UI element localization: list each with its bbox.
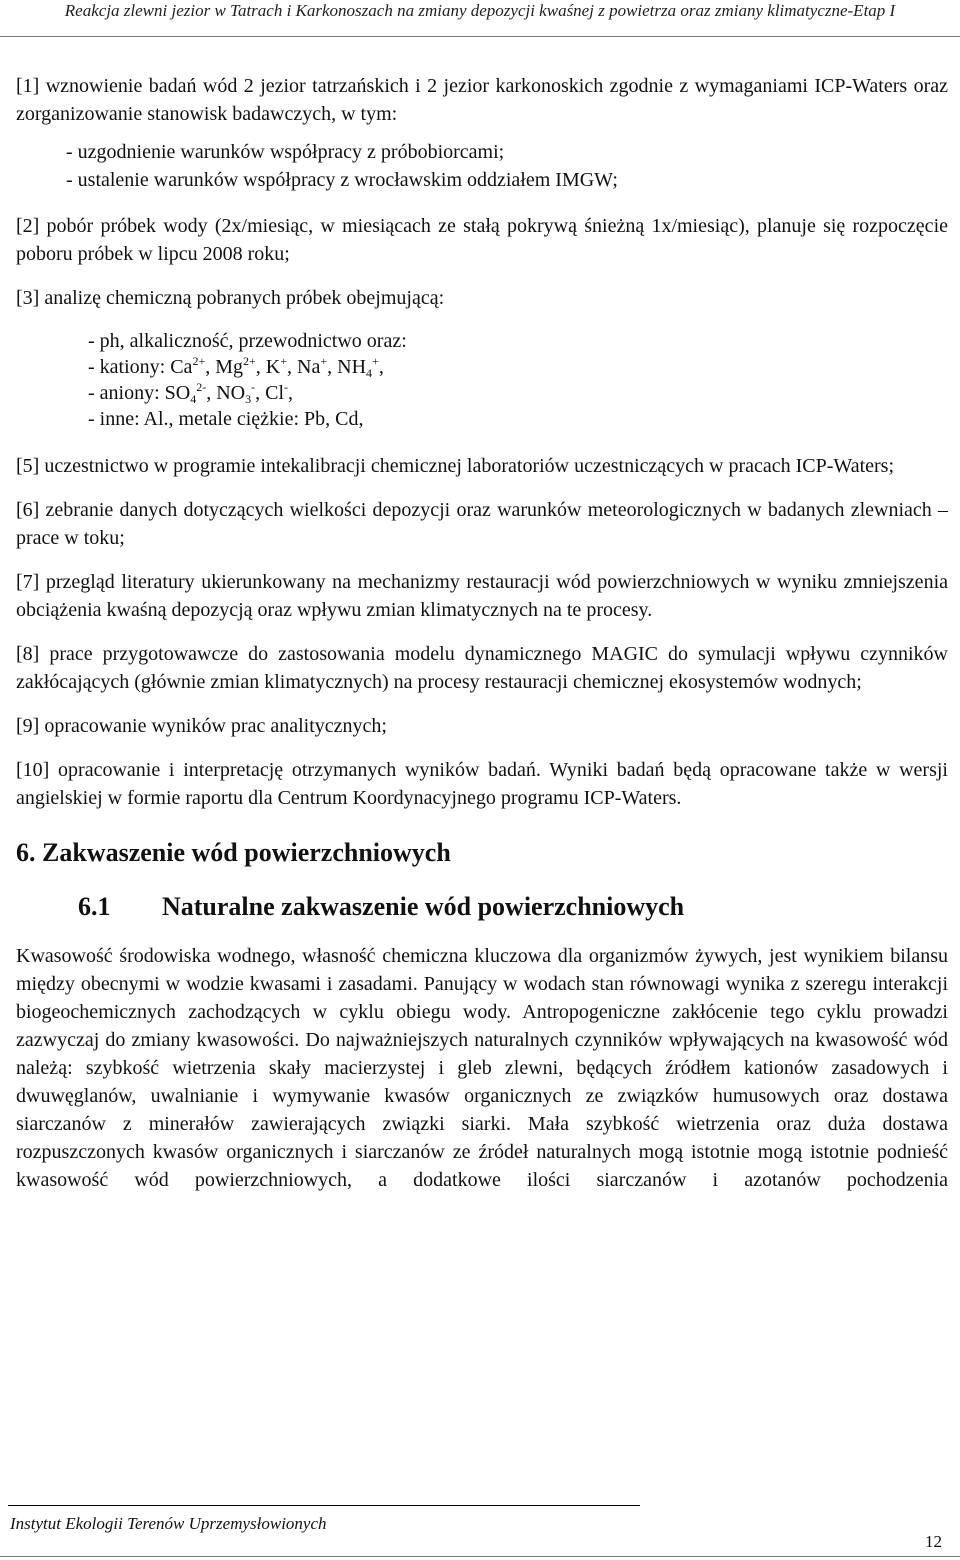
ion-so4: SO — [164, 382, 191, 404]
ion-nh4: , NH — [327, 356, 367, 378]
ion-cl-charge: - — [284, 380, 289, 394]
document-body — [16, 72, 948, 1210]
page-number: 12 — [925, 1532, 942, 1551]
ion-no3-charge: - — [251, 380, 256, 394]
ion-so4-charge: 2- — [196, 380, 207, 394]
ion-ca-charge: 2+ — [192, 354, 206, 368]
item-6: [6] zebranie danych dotyczących wielkości depozycji oraz warunków meteorologicznych w badanych zlewniach – prace w toku; — [16, 499, 948, 549]
section-6-heading: 6. Zakwaszenie wód powierzchniowych — [16, 838, 451, 867]
anions-label: - aniony: — [88, 382, 165, 404]
item-7: [7] przegląd literatury ukierunkowany na mechanizmy restauracji wód powierzchniowych w wyniku zmniejszenia obciążenia kwaśną depozycją oraz wpływu zmian klimatycznych na te procesy. — [16, 571, 948, 621]
item-3: [3] analizę chemiczną pobranych próbek obejmującą: — [16, 287, 445, 309]
item-9: [9] opracowanie wyników prac analitycznych; — [16, 715, 387, 737]
ion-k: , K — [255, 356, 281, 378]
ion-nh4-charge: + — [372, 354, 379, 368]
item-1-sub-1: - uzgodnienie warunków współpracy z próbobiorcami; — [66, 141, 505, 163]
ion-na-charge: + — [320, 354, 328, 368]
anions-end: , — [288, 382, 294, 404]
ion-cl: , Cl — [255, 382, 285, 404]
ion-so4-subscript: 4 — [190, 392, 197, 406]
item-8: [8] prace przygotowawcze do zastosowania modelu dynamicznego MAGIC do symulacji wpływu czynników zakłócających (głównie zmian klimatycznych) na procesy restauracji chemicznej ekosystemów wodnych; — [16, 643, 948, 693]
ion-no3: , NO — [206, 382, 246, 404]
section-6-1-heading — [16, 890, 948, 924]
item-5: [5] uczestnictwo w programie intekalibracji chemicznej laboratoriów uczestniczących w pracach ICP-Waters; — [16, 455, 894, 477]
section-6-1-title: Naturalne zakwaszenie wód powierzchniowych — [162, 892, 685, 921]
item-2: [2] pobór próbek wody (2x/miesiąc, w miesiącach ze stałą pokrywą śnieżną 1x/miesiąc), planuje się rozpoczęcie poboru próbek w lipcu 2008 roku; — [16, 215, 948, 265]
ion-mg: , Mg — [205, 356, 244, 378]
ion-no3-subscript: 3 — [245, 392, 252, 406]
ion-nh4-subscript: 4 — [366, 366, 373, 380]
ion-ca: Ca — [170, 356, 193, 378]
ion-mg-charge: 2+ — [243, 354, 256, 368]
cations-end: , — [378, 356, 384, 378]
analysis-anions — [88, 380, 948, 406]
item-1: [1] wznowienie badań wód 2 jezior tatrzańskich i 2 jezior karkonoskich zgodnie z wymaganiami ICP-Waters oraz zorganizowanie stanowisk badawczych, w tym: — [16, 75, 948, 125]
analysis-other: - inne: Al., metale ciężkie: Pb, Cd, — [88, 408, 364, 430]
analysis-ph: - ph, alkaliczność, przewodnictwo oraz: — [88, 330, 407, 352]
body-paragraph: Kwasowość środowiska wodnego, własność chemiczna kluczowa dla organizmów żywych, jest wynikiem bilansu między obecnymi w wodzie kwasami i zasadami. Panujący w wodach stan równowagi wynika z szeregu interakcji biogeochemicznych zachodzących w cyklu obiegu wody. Antropogeniczne zakłócenie tego cyklu prowadzi zazwyczaj do zmiany kwasowości. Do najważniejszych naturalnych czynników wpływających na kwasowość wód należą: szybkość wietrzenia skały macierzystej i gleb zlewni, będących źródłem kationów zasadowych i dwuwęglanów, uwalnianie i wymywanie kwasów organicznych ze związków humusowych oraz dostawa siarczanów z minerałów zawierających związki siarki. Mała szybkość wietrzenia oraz duża dostawa rozpuszczonych kwasów organicznych i siarczanów ze źródeł naturalnych mogą istotnie mogą istotnie podnieść kwasowość wód powierzchniowych, a dodatkowe ilości siarczanów i azotanów pochodzenia — [16, 945, 948, 1191]
analysis-list — [16, 328, 948, 432]
footer-divider — [8, 1505, 640, 1506]
item-10: [10] opracowanie i interpretację otrzymanych wyników badań. Wyniki badań będą opracowane także w wersji angielskiej w formie raportu dla Centrum Koordynacyjnego programu ICP-Waters. — [16, 759, 948, 809]
header-title: Reakcja zlewni jezior w Tatrach i Karkonoszach na zmiany depozycji kwaśnej z powietrza oraz zmiany klimatyczne-Etap I — [64, 1, 896, 20]
footer-institute: Instytut Ekologii Terenów Uprzemysłowionych — [10, 1514, 327, 1533]
section-6-1-number: 6.1 — [78, 892, 111, 921]
item-1-sub-2: - ustalenie warunków współpracy z wrocławskim oddziałem IMGW; — [66, 169, 618, 191]
page-header — [0, 0, 960, 37]
cations-label: - kationy: — [88, 356, 171, 378]
item-1-sublist — [16, 138, 948, 194]
ion-na: , Na — [287, 356, 321, 378]
analysis-cations — [88, 354, 948, 380]
bottom-divider — [0, 1556, 960, 1557]
ion-k-charge: + — [280, 354, 288, 368]
